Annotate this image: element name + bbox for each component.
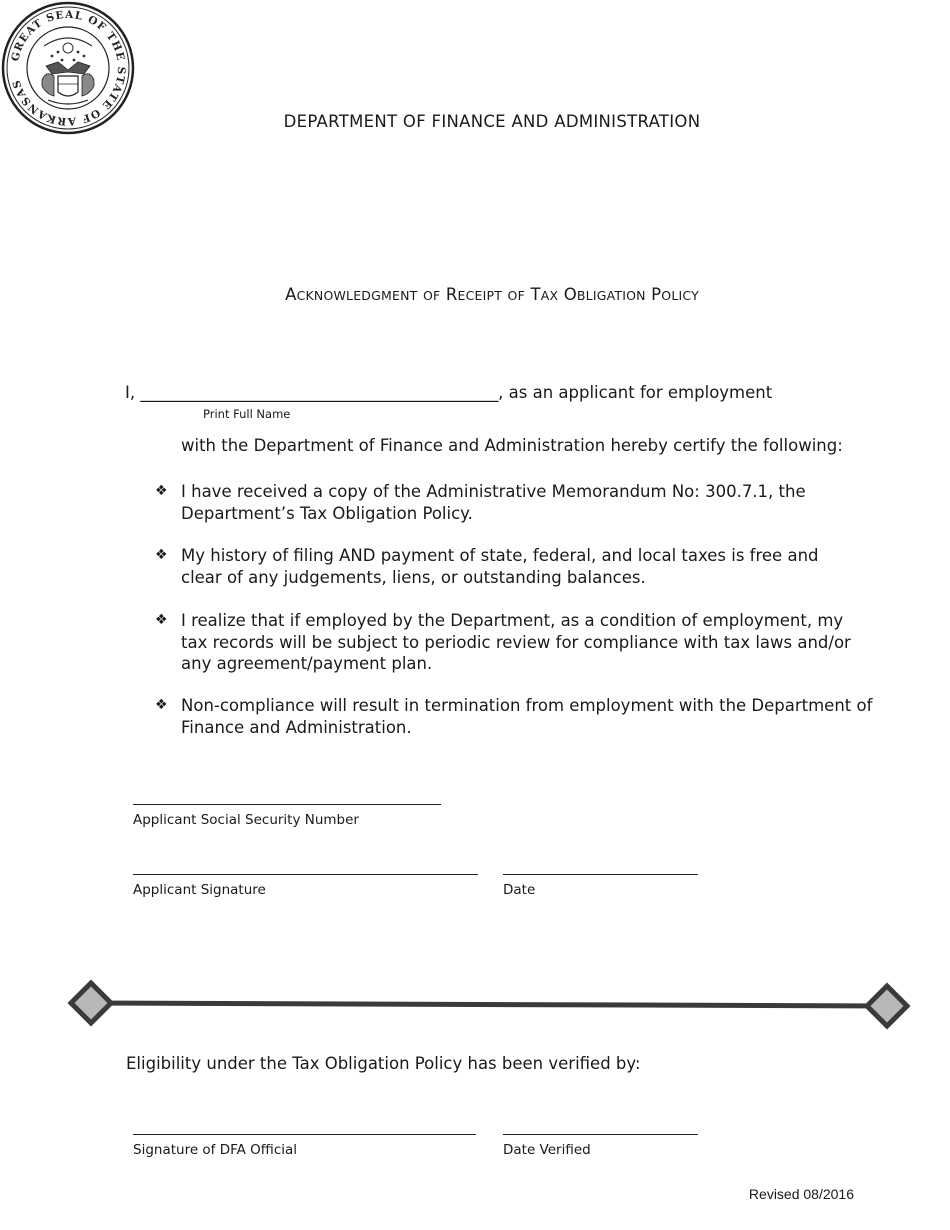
bullet-1-icon: ❖ [155,483,168,499]
list-item: I have received a copy of the Administrative Memorandum No: 300.7.1, the Department’s Tax Obligation Policy. [181,482,806,523]
certification-intro: with the Department of Finance and Administration hereby certify the following: [181,436,843,455]
prefix-text: I, [125,383,136,402]
form-title: ACKNOWLEDGMENT OF RECEIPT OF TAX OBLIGATION POLICY [285,285,699,304]
ssn-field[interactable] [133,804,441,805]
applicant-signature-field[interactable] [133,874,478,875]
applicant-signature-label: Applicant Signature [133,882,266,898]
bullet-4-icon: ❖ [155,697,168,713]
dfa-official-label: Signature of DFA Official [133,1142,298,1158]
list-item: I realize that if employed by the Department, as a condition of employment, my tax records will be subject to periodic review for compliance with tax laws and/or any agreement/payment plan. [181,611,851,673]
list-item: Non-compliance will result in termination from employment with the Department of Finance and Administration. [181,696,873,737]
date-field[interactable] [503,874,698,875]
print-full-name-label: Print Full Name [203,407,291,421]
revision-note: Revised 08/2016 [748,1186,854,1202]
department-title: DEPARTMENT OF FINANCE AND ADMINISTRATION [283,112,701,131]
bullet-2-icon: ❖ [155,547,168,563]
date-verified-label: Date Verified [503,1142,591,1158]
dfa-official-signature-field[interactable] [133,1134,476,1135]
svg-text:GREAT SEAL OF THE STATE OF ARK: GREAT SEAL OF THE STATE OF ARKANSAS [9,8,128,128]
divider-diamond-right-icon [867,986,907,1026]
list-item: My history of filing AND payment of state, federal, and local taxes is free and clear of any judgements, liens, or outstanding balances. [181,546,819,587]
section-divider [64,980,914,1030]
divider-diamond-left-icon [71,983,111,1023]
ssn-label: Applicant Social Security Number [133,812,359,828]
verification-statement: Eligibility under the Tax Obligation Policy has been verified by: [126,1054,641,1073]
date-verified-field[interactable] [503,1134,698,1135]
bullet-3-icon: ❖ [155,612,168,628]
certification-line [125,383,772,402]
print-full-name-field[interactable]: _____________________________________________ [140,383,499,402]
date-label: Date [503,882,536,898]
suffix-text: , as an applicant for employment [498,383,773,402]
